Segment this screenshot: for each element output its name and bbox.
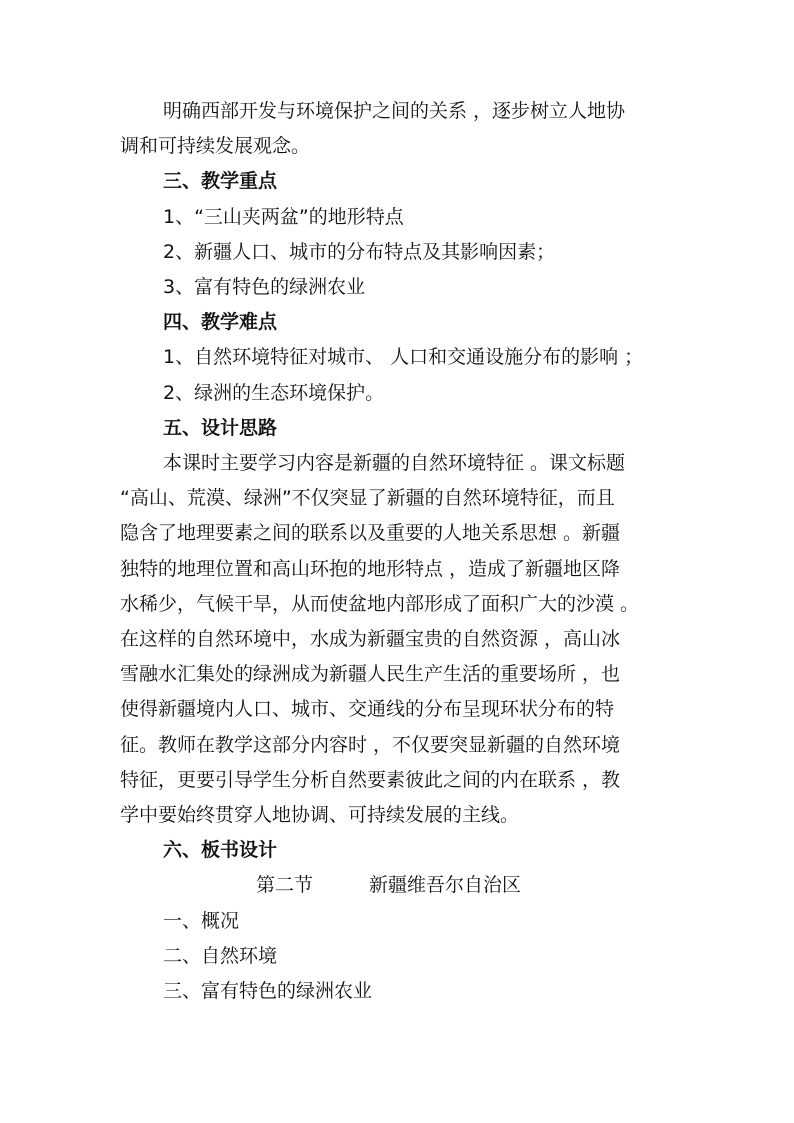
board-item: 一、概况	[163, 909, 240, 932]
board-item: 三、富有特色的绿洲农业	[163, 980, 373, 1003]
key-point-item: 1、“三山夹两盆”的地形特点	[163, 205, 404, 228]
design-paragraph-line: 学中要始终贯穿人地协调、可持续发展的主线。	[120, 804, 520, 827]
design-paragraph-line: 本课时主要学习内容是新疆的自然环境特征 。课文标题	[163, 452, 626, 475]
section-heading-difficulties: 四、教学难点	[163, 311, 278, 334]
design-paragraph-line: 雪融水汇集处的绿洲成为新疆人民生产生活的重要场所 ，也	[120, 663, 621, 686]
intro-line-2: 调和可持续发展观念。	[120, 135, 311, 158]
section-heading-design: 五、设计思路	[163, 416, 278, 439]
key-point-item: 2、新疆人口、城市的分布特点及其影响因素；	[163, 240, 556, 263]
key-point-item: 3、富有特色的绿洲农业	[163, 276, 366, 299]
board-title	[120, 868, 680, 903]
board-title-section: 第二节	[256, 874, 314, 897]
difficulty-item: 1、自然环境特征对城市、 人口和交通设施分布的影响 ；	[163, 346, 644, 369]
document-body	[120, 94, 680, 1009]
design-paragraph-line: “高山、荒漠、绿洲”不仅突显了新疆的自然环境特征，而且	[120, 487, 615, 510]
design-paragraph-line: 特征，更要引导学生分析自然要素彼此之间的内在联系 ，教	[120, 768, 621, 791]
design-paragraph-line: 水稀少，气候干旱，从而使盆地内部形成了面积广大的沙漠 。	[120, 592, 640, 615]
board-title-name: 新疆维吾尔自治区	[369, 874, 522, 897]
section-heading-board-design: 六、板书设计	[163, 839, 278, 862]
intro-line-1: 明确西部开发与环境保护之间的关系 ，逐步树立人地协	[163, 100, 626, 122]
board-item: 二、自然环境	[163, 944, 278, 967]
design-paragraph-line: 使得新疆境内人口、城市、交通线的分布呈现环状分布的特	[120, 698, 615, 721]
design-paragraph-line: 隐含了地理要素之间的联系以及重要的人地关系思想 。新疆	[120, 522, 621, 545]
design-paragraph-line: 在这样的自然环境中，水成为新疆宝贵的自然资源 ，高山冰	[120, 628, 621, 651]
design-paragraph-line: 独特的地理位置和高山环抱的地形特点 ，造成了新疆地区降	[120, 557, 621, 580]
design-paragraph-line: 征。教师在教学这部分内容时 ，不仅要突显新疆的自然环境	[120, 733, 621, 756]
difficulty-item: 2、绿洲的生态环境保护。	[163, 381, 385, 404]
section-heading-key-points: 三、教学重点	[163, 170, 278, 193]
